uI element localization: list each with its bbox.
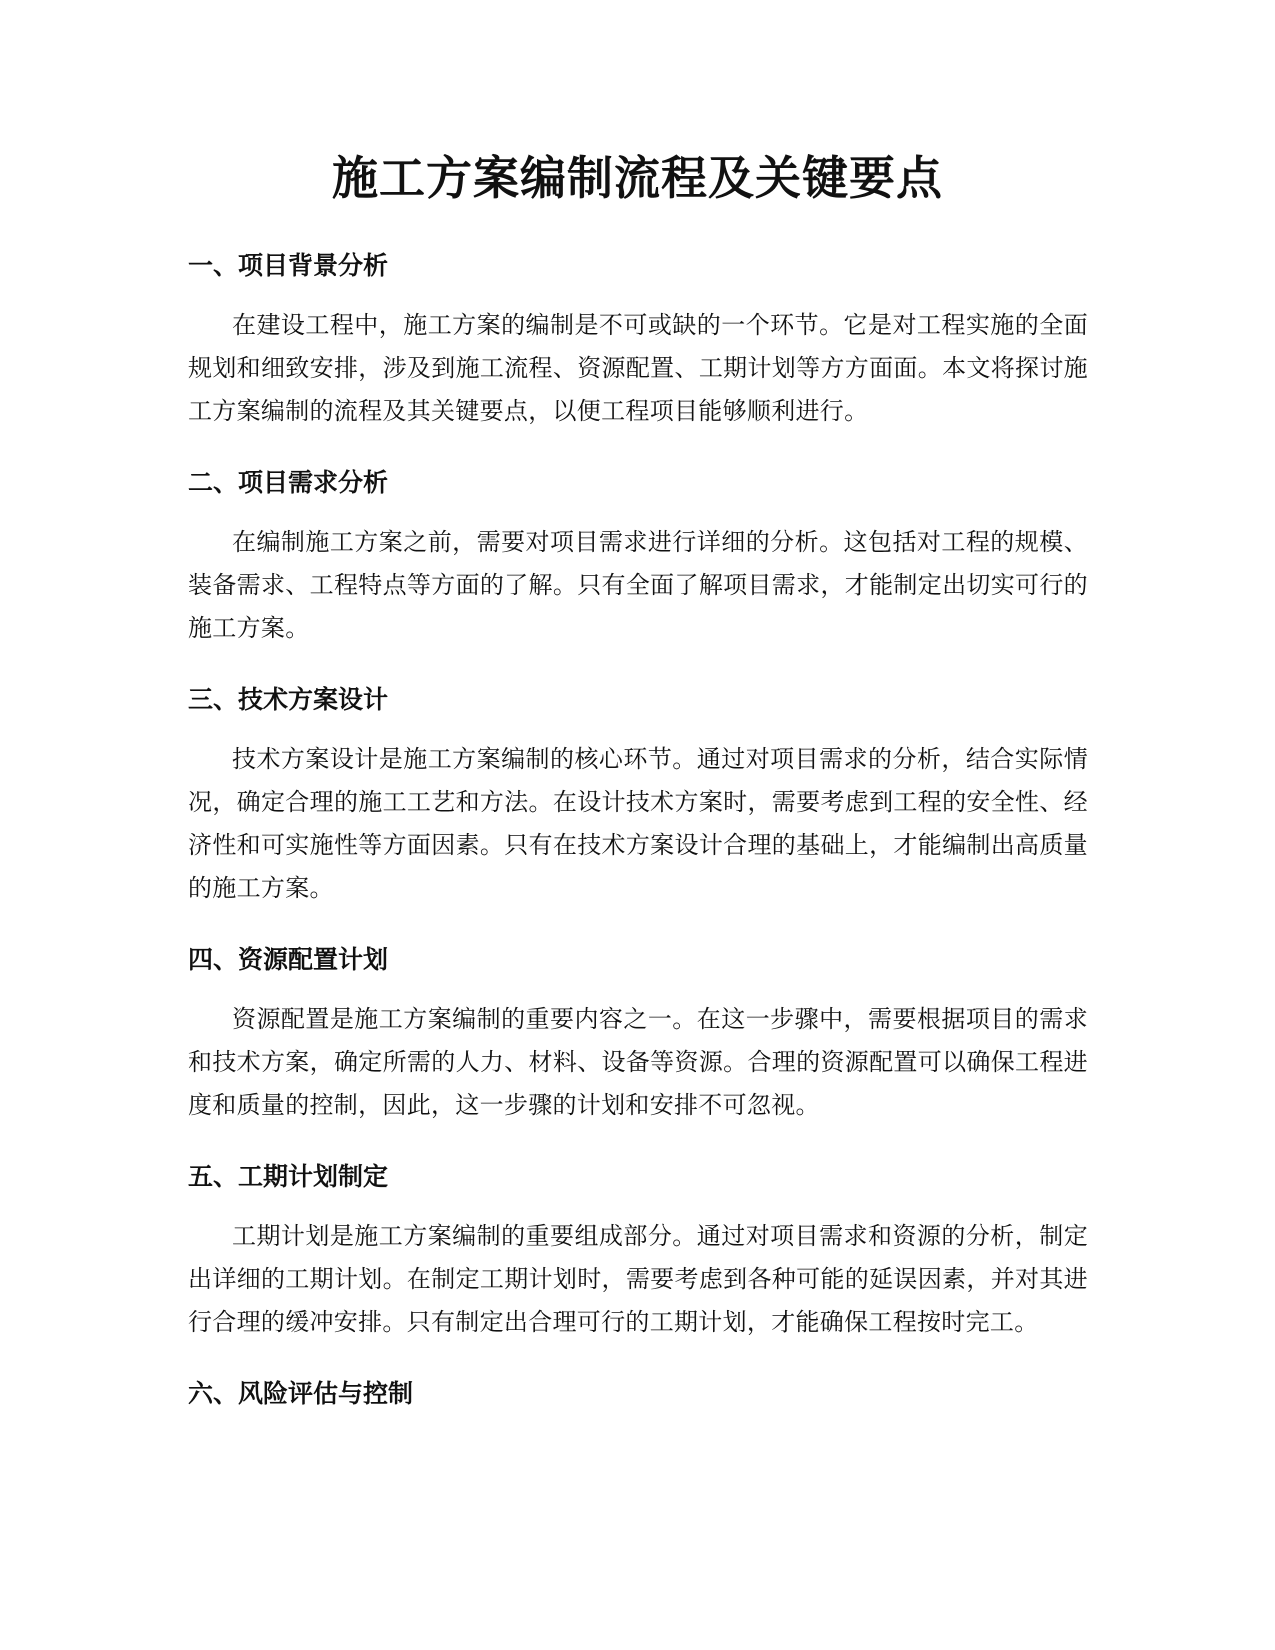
section-risk-control (188, 1376, 1088, 1412)
section-paragraph: 资源配置是施工方案编制的重要内容之一。在这一步骤中，需要根据项目的需求和技术方案，确定所需的人力、材料、设备等资源。合理的资源配置可以确保工程进度和质量的控制，因此，这一步骤的计划和安排不可忽视。 (188, 1005, 1088, 1119)
section-heading: 五、工期计划制定 (188, 1162, 389, 1191)
section-heading: 二、项目需求分析 (188, 468, 389, 497)
document-title: 施工方案编制流程及关键要点 (332, 151, 943, 205)
document-content (188, 248, 1088, 1412)
section-heading: 三、技术方案设计 (188, 685, 389, 714)
section-paragraph: 技术方案设计是施工方案编制的核心环节。通过对项目需求的分析，结合实际情况，确定合理的施工工艺和方法。在设计技术方案时，需要考虑到工程的安全性、经济性和可实施性等方面因素。只有在技术方案设计合理的基础上，才能编制出高质量的施工方案。 (188, 745, 1088, 902)
section-resource-plan (188, 942, 1088, 1127)
section-paragraph: 工期计划是施工方案编制的重要组成部分。通过对项目需求和资源的分析，制定出详细的工期计划。在制定工期计划时，需要考虑到各种可能的延误因素，并对其进行合理的缓冲安排。只有制定出合理可行的工期计划，才能确保工程按时完工。 (188, 1222, 1088, 1336)
section-paragraph: 在编制施工方案之前，需要对项目需求进行详细的分析。这包括对工程的规模、装备需求、工程特点等方面的了解。只有全面了解项目需求，才能制定出切实可行的施工方案。 (188, 528, 1088, 642)
section-requirements (188, 465, 1088, 650)
section-heading: 四、资源配置计划 (188, 945, 389, 974)
section-heading: 六、风险评估与控制 (188, 1379, 414, 1408)
section-paragraph: 在建设工程中，施工方案的编制是不可或缺的一个环节。它是对工程实施的全面规划和细致安排，涉及到施工流程、资源配置、工期计划等方方面面。本文将探讨施工方案编制的流程及其关键要点，以便工程项目能够顺利进行。 (188, 311, 1088, 425)
section-heading: 一、项目背景分析 (188, 251, 389, 280)
section-background (188, 248, 1088, 433)
section-technical-design (188, 682, 1088, 910)
section-schedule-plan (188, 1159, 1088, 1344)
